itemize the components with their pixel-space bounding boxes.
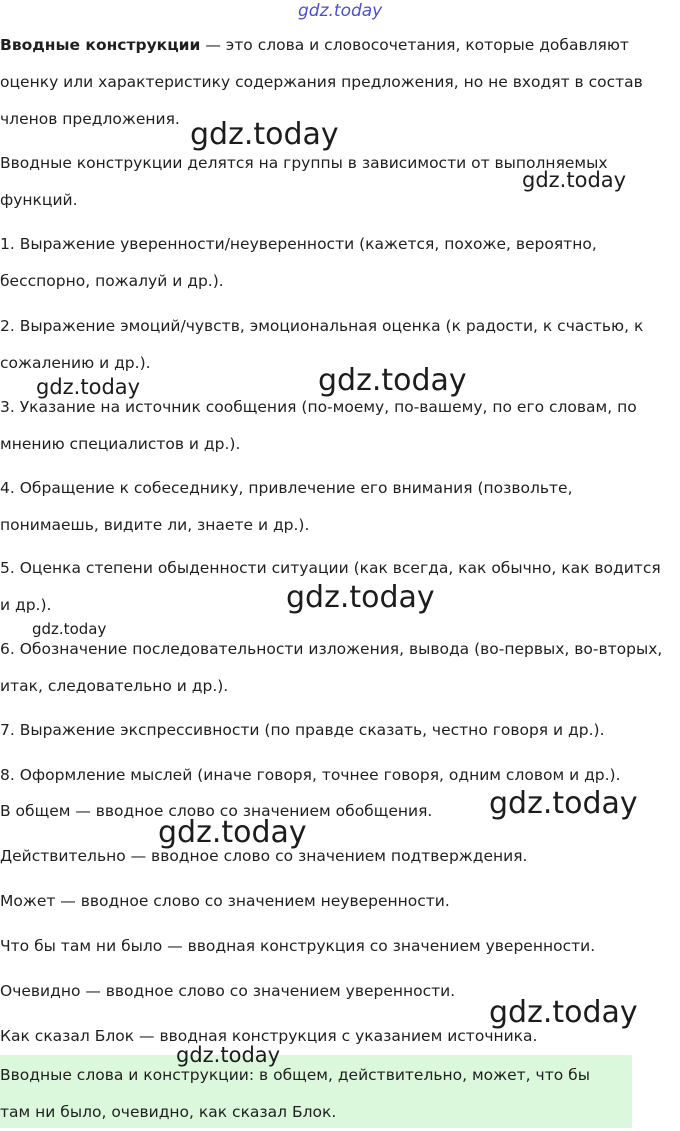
- group-item-3: 3. Указание на источник сообщения (по-моему, по-вашему, по его словам, по мнению специалистов и др.).: [0, 398, 637, 453]
- site-watermark: gdz.today: [298, 1, 383, 21]
- group-item-8: 8. Оформление мыслей (иначе говоря, точнее говоря, одним словом и др.).: [0, 766, 621, 784]
- watermark: gdz.today: [36, 375, 141, 399]
- example-2: Действительно — вводное слово со значением подтверждения.: [0, 847, 528, 865]
- watermark: gdz.today: [32, 620, 107, 638]
- example-6: Как сказал Блок — вводная конструкция с указанием источника.: [0, 1027, 538, 1045]
- definition-term: Вводные конструкции: [0, 36, 201, 54]
- group-item-5: 5. Оценка степени обыденности ситуации (как всегда, как обычно, как водится и др.).: [0, 559, 661, 614]
- answer-box: [0, 1055, 632, 1128]
- answer-text: Вводные слова и конструкции: в общем, действительно, может, что бы там ни было, очевидно, как сказал Блок.: [0, 1066, 590, 1121]
- definition-text: — это слова и словосочетания, которые добавляют оценку или характеристику содержания предложения, но не входят в состав членов предложения.: [0, 36, 643, 128]
- watermark: gdz.today: [489, 995, 638, 1030]
- example-4: Что бы там ни было — вводная конструкция со значением уверенности.: [0, 937, 596, 955]
- watermark: gdz.today: [286, 580, 435, 615]
- group-item-6: 6. Обозначение последовательности изложения, вывода (во-первых, во-вторых, итак, следовательно и др.).: [0, 640, 663, 695]
- watermark: gdz.today: [190, 117, 339, 152]
- watermark: gdz.today: [176, 1043, 281, 1067]
- example-3: Может — вводное слово со значением неуверенности.: [0, 892, 450, 910]
- group-item-1: 1. Выражение уверенности/неуверенности (кажется, похоже, вероятно, бесспорно, пожалуй и др.).: [0, 235, 597, 290]
- example-5: Очевидно — вводное слово со значением уверенности.: [0, 982, 456, 1000]
- group-item-7: 7. Выражение экспрессивности (по правде сказать, честно говоря и др.).: [0, 721, 605, 739]
- watermark: gdz.today: [489, 786, 638, 821]
- watermark: gdz.today: [318, 363, 467, 398]
- group-item-2: 2. Выражение эмоций/чувств, эмоциональная оценка (к радости, к счастью, к сожалению и др.).: [0, 317, 644, 372]
- groups-intro: Вводные конструкции делятся на группы в зависимости от выполняемых функций.: [0, 154, 608, 209]
- watermark: gdz.today: [522, 168, 627, 192]
- watermark: gdz.today: [158, 815, 307, 850]
- example-1: В общем — вводное слово со значением обобщения.: [0, 802, 433, 820]
- group-item-4: 4. Обращение к собеседнику, привлечение его внимания (позвольте, понимаешь, видите ли, знаете и др.).: [0, 479, 573, 534]
